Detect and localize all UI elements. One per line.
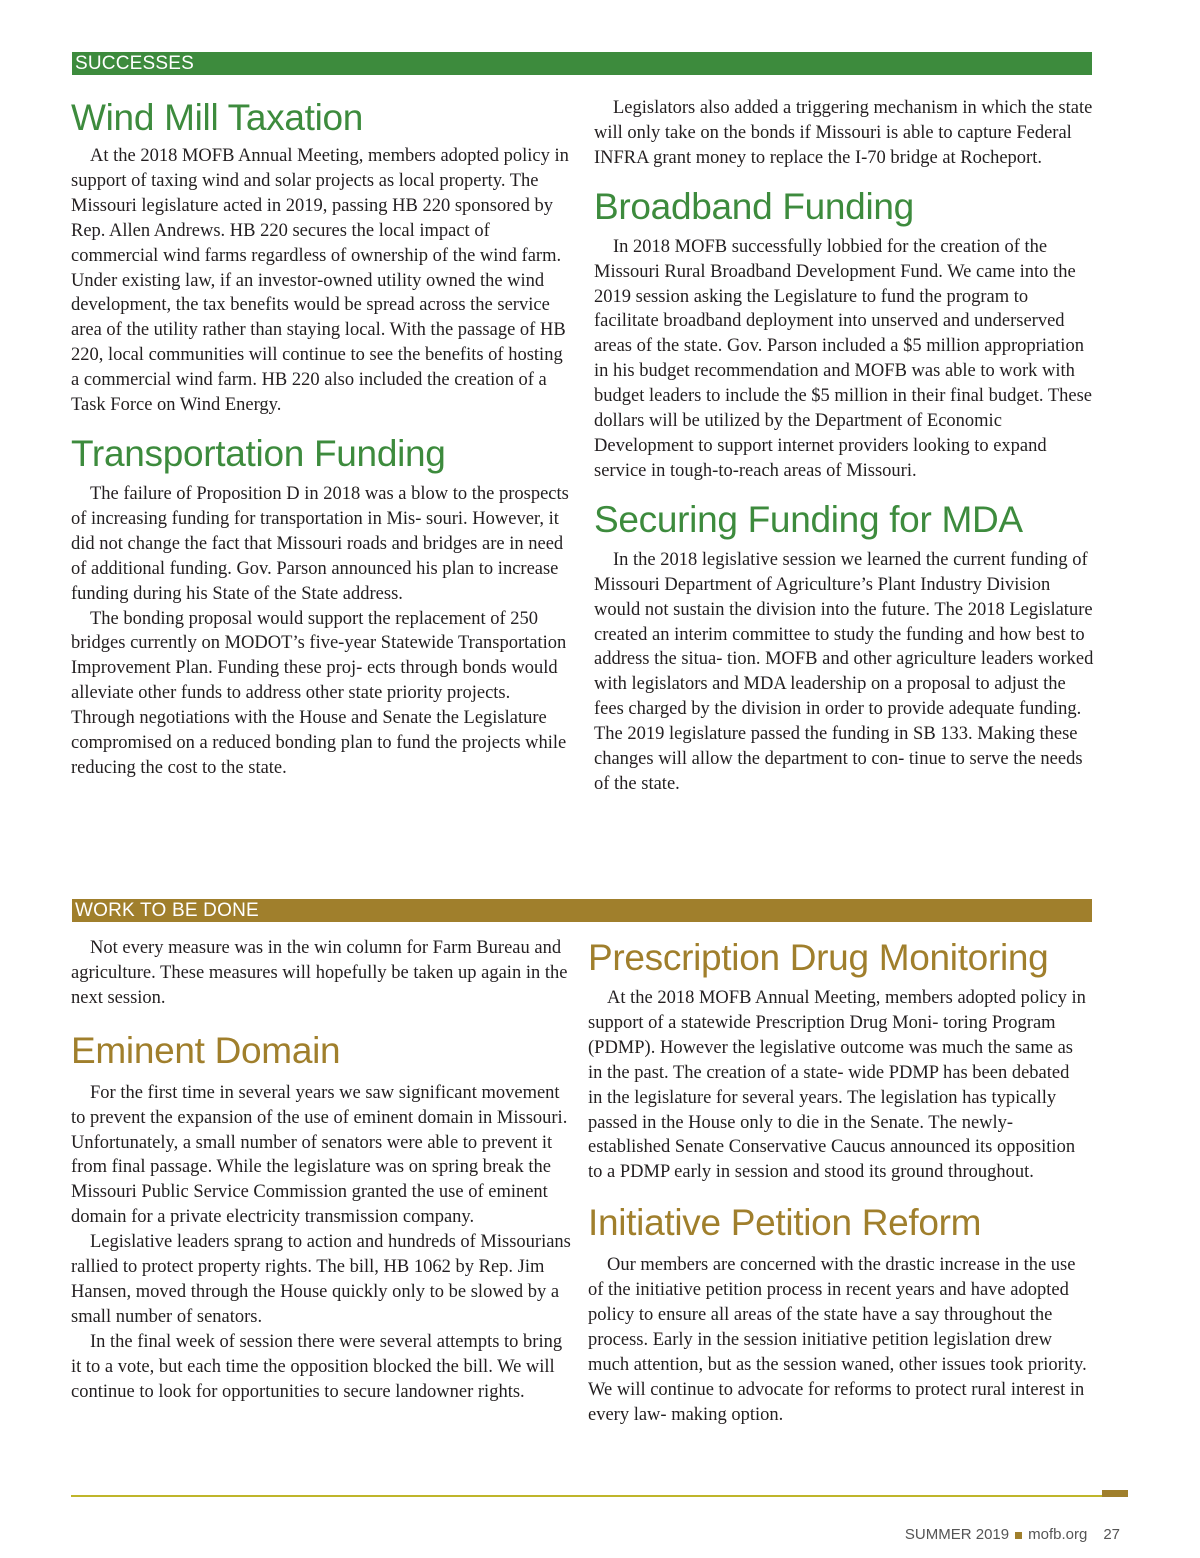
work-intro-paragraph: Not every measure was in the win column for Farm Bureau and agriculture. These measures will hopefully be taken up again in the next session. [71,938,568,1008]
transport-paragraph-1: The failure of Proposition D in 2018 was a blow to the prospects of increasing funding for transportation in Mis- souri. However, it did not change the fact that Missouri roads and bridges are in need of additional funding. Gov. Parson announced his plan to increase funding during his State of the State address. [71,483,569,604]
prescription-drug-monitoring-heading: Prescription Drug Monitoring [588,937,1049,978]
initiative-paragraph-1: Our members are concerned with the drastic increase in the use of the initiative petition process in recent years and have adopted policy to ensure all areas of the state have a say throughout the process. Early in the session initiative petition legislation drew much attention, but as the session waned, other issues took priority. We will continue to advocate for reforms to protect rural interest in every law- making option. [588,1255,1087,1425]
work-right-column [588,934,1088,1428]
footer-separator-square [1015,1532,1022,1539]
work-left-column [71,936,571,1405]
successes-left-column [71,94,571,781]
wind-mill-taxation-heading: Wind Mill Taxation [71,97,364,138]
successes-label: SUCCESSES [75,53,195,74]
successes-right-column [594,96,1094,797]
work-to-be-done-label: WORK TO BE DONE [75,900,259,921]
footer-rule-accent [1102,1490,1128,1497]
footer-issue: SUMMER 2019 [904,1526,1010,1543]
initiative-petition-reform-heading: Initiative Petition Reform [588,1202,982,1244]
eminent-paragraph-3: In the final week of session there were several attempts to bring it to a vote, but each time the opposition blocked the bill. We will continue to look for opportunities to secure landowner rights. [71,1331,563,1402]
mda-paragraph-1: In the 2018 legislative session we learned the current funding of Missouri Department of Agriculture’s Plant Industry Division would not sustain the division into the future. The 2018 Legislature created an interim committee to study the funding and how best to address the situa- tion. MOFB and other agriculture leaders worked with legislators and MDA leadership on a proposal to adjust the fees charged by the division in order to provide adequate funding. The 2019 legislature passed the funding in SB 133. Making these changes will allow the department to con- tinue to serve the needs of the state. [594,549,1094,794]
securing-funding-mda-heading: Securing Funding for MDA [594,498,1023,540]
transportation-funding-heading: Transportation Funding [71,432,446,474]
footer-rule [71,1495,1128,1497]
pdmp-paragraph-1: At the 2018 MOFB Annual Meeting, members adopted policy in support of a statewide Prescription Drug Moni- toring Program (PDMP). However the legislative outcome was much the same as in the past. The creation of a state- wide PDMP has been debated in the legislature for several years. The legislation has typically passed in the House only to die in the Senate. The newly-established Senate Conservative Caucus announced its opposition to a PDMP early in session and stood its ground throughout. [588,988,1086,1183]
broadband-paragraph-1: In 2018 MOFB successfully lobbied for the creation of the Missouri Rural Broadband Development Fund. We came into the 2019 session asking the Legislature to fund the program to facilitate broadband deployment into unserved and underserved areas of the state. Gov. Parson included a $5 million appropriation in his budget recommendation and MOFB was able to work with budget leaders to include the $5 million in their final budget. These dollars will be utilized by the Department of Economic Development to support internet providers looking to expand service in tough-to-reach areas of Missouri. [594,236,1093,481]
eminent-paragraph-1: For the first time in several years we saw significant movement to prevent the expansion of the use of eminent domain in Missouri. Unfortunately, a small number of senators were able to prevent it from final passage. While the legislature was on spring break the Missouri Public Service Commission granted the use of eminent domain for a private electricity transmission company. [71,1082,568,1228]
eminent-domain-heading: Eminent Domain [71,1029,341,1071]
work-to-be-done-band [72,899,1092,922]
broadband-funding-heading: Broadband Funding [594,185,914,227]
transport-paragraph-3: Legislators also added a triggering mechanism in which the state will only take on the bonds if Missouri is able to capture Federal INFRA grant money to replace the I-70 bridge at Rocheport. [594,98,1093,168]
footer-site-link[interactable]: mofb.org [1028,1526,1088,1543]
page-footer [905,1525,1120,1545]
successes-section-band [72,52,1092,75]
eminent-paragraph-2: Legislative leaders sprang to action and hundreds of Missourians rallied to protect property rights. The bill, HB 1062 by Rep. Jim Hansen, moved through the House quickly only to be slowed by a small number of senators. [71,1232,571,1327]
wind-paragraph-1: At the 2018 MOFB Annual Meeting, members adopted policy in support of taxing wind and solar projects as local property. The Missouri legislature acted in 2019, passing HB 220 sponsored by Rep. Allen Andrews. HB 220 secures the local impact of commercial wind farms regardless of ownership of the wind farm. Under existing law, if an investor-owned utility owned the wind development, the tax benefits would be spread across the service area of the utility rather than staying local. With the passage of HB 220, local communities will continue to see the benefits of hosting a commercial wind farm. HB 220 also included the creation of a Task Force on Wind Energy. [71,146,569,416]
transport-paragraph-2: The bonding proposal would support the replacement of 250 bridges currently on MODOT’s five-year Statewide Transportation Improvement Plan. Funding these proj- ects through bonds would alleviate other funds to address other state priority projects. Through negotiations with the House and Senate the Legislature compromised on a reduced bonding plan to fund the projects while reducing the cost to the state. [71,608,567,778]
page-number: 27 [1103,1526,1120,1543]
